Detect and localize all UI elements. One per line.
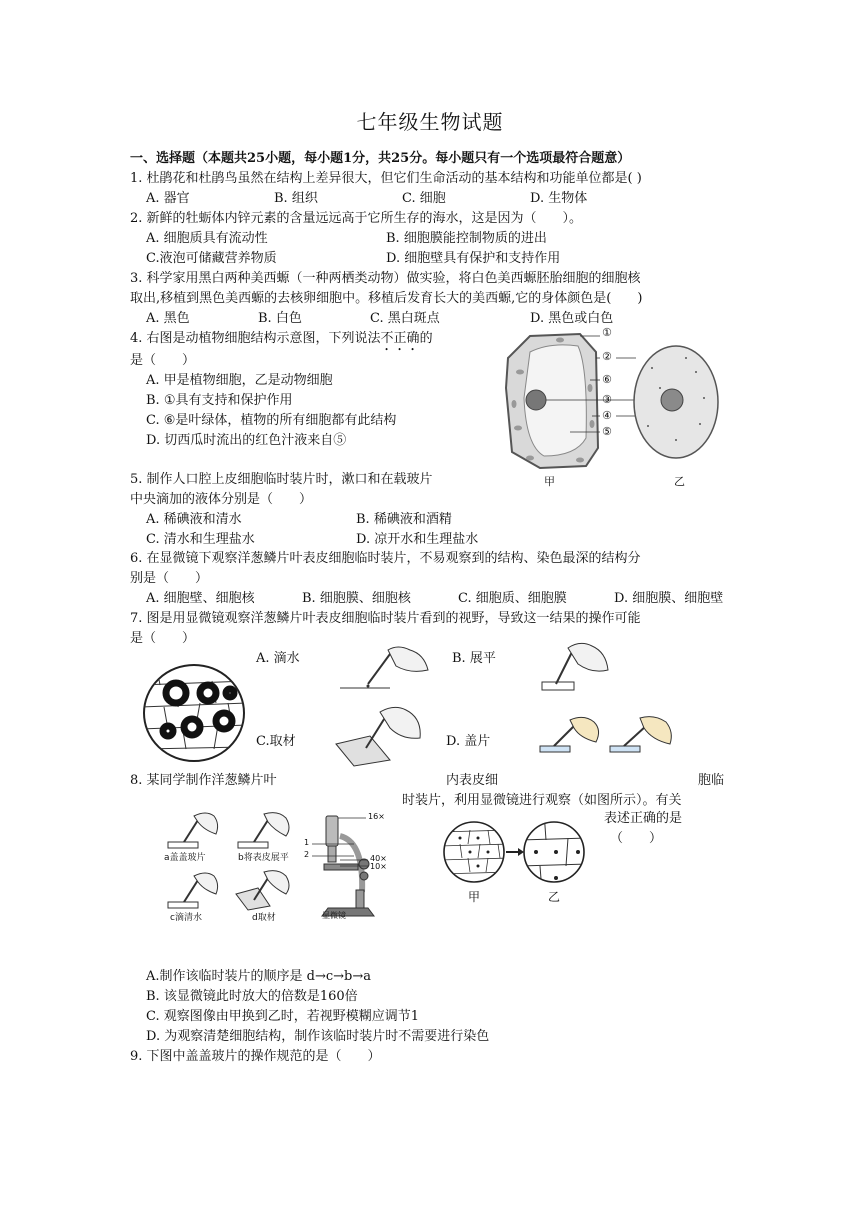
- q4-stem-emphasis: 不正确: [380, 331, 420, 346]
- q7-option-a: A. 滴水: [256, 651, 300, 666]
- q2-option-c: C.液泡可储藏营养物质: [146, 251, 277, 266]
- q4-option-d: D. 切西瓜时流出的红色汁液来自⑤: [146, 433, 347, 448]
- q8-fig-step-a: a盖盖玻片: [164, 853, 206, 863]
- animal-nucleus: [661, 389, 683, 411]
- q2-option-b: B. 细胞膜能控制物质的进出: [386, 231, 547, 246]
- q7-microscope-field: [142, 663, 246, 763]
- q7-fig-cover-slip: [536, 712, 676, 760]
- q8-option-c: C. 观察图像由甲换到乙时，若视野模糊应调节1: [146, 1009, 420, 1024]
- q1-option-c: C. 细胞: [402, 191, 446, 206]
- q6-stem-line2: 别是（ ）: [130, 571, 209, 586]
- q7-option-b: B. 展平: [452, 651, 496, 666]
- q5-stem-line1: 5. 制作人口腔上皮细胞临时装片时，漱口和在载玻片: [130, 472, 433, 487]
- q8-fig-step-b: b将表皮展平: [238, 853, 289, 863]
- q8-option-a: A.制作该临时装片的顺序是 d→c→b→a: [146, 969, 372, 984]
- q1-stem: 1. 杜鹃花和杜鹃鸟虽然在结构上差异很大，但它们生命活动的基本结构和功能单位都是( ): [130, 171, 642, 186]
- q8-option-b: B. 该显微镜此时放大的倍数是160倍: [146, 989, 358, 1004]
- q8-fig-step-c: c滴清水: [170, 913, 202, 923]
- q8-stem-line4: （ ）: [610, 831, 663, 846]
- q6-option-d: D. 细胞膜、细胞壁: [614, 591, 724, 606]
- q8-fig-yi: 乙: [548, 890, 561, 904]
- q3-option-a: A. 黑色: [146, 311, 190, 326]
- q4-stem-line1: [130, 330, 433, 354]
- q7-fig-flatten: [536, 638, 612, 696]
- fig-label-2: ②: [602, 350, 612, 363]
- q4-cell-figure: [500, 328, 740, 488]
- q4-stem-line2: 是（ ）: [130, 353, 196, 368]
- q4-option-c: C. ⑥是叶绿体，植物的所有细胞都有此结构: [146, 413, 397, 428]
- q1-option-a: A. 器官: [146, 191, 190, 206]
- q7-fig-take-material: [330, 702, 424, 768]
- q7-fig-drip-water: [340, 640, 430, 692]
- fig-label-3: ③: [602, 393, 612, 406]
- q7-stem-line2: 是（ ）: [130, 631, 196, 646]
- q4-stem-part1: 4. 右图是动植物细胞结构示意图，下列说法: [130, 331, 381, 346]
- q8-stem-part3: 胞临: [698, 773, 725, 788]
- q5-stem-line2: 中央滴加的液体分别是（ ）: [130, 492, 313, 507]
- q8-fig-knob-1: 1: [304, 838, 310, 847]
- q8-steps-figure: [162, 806, 302, 924]
- q8-fig-jia: 甲: [468, 890, 481, 904]
- q6-option-a: A. 细胞壁、细胞核: [146, 591, 255, 606]
- q8-fig-microscope-label: 显微镜: [322, 911, 346, 920]
- fig-label-6: ⑥: [602, 373, 612, 386]
- q1-option-d: D. 生物体: [530, 191, 588, 206]
- section-heading: 一、选择题（本题共25小题，每小题1分，共25分。每小题只有一个选项最符合题意）: [130, 151, 631, 166]
- fig-label-yi: 乙: [674, 475, 685, 488]
- q3-option-d: D. 黑色或白色: [530, 311, 614, 326]
- q8-fig-10x: 10×: [370, 862, 387, 871]
- fig-label-4: ④: [602, 409, 612, 422]
- q3-stem-line1: 3. 科学家用黑白两种美西螈（一种两栖类动物）做实验，将白色美西螈胚胎细胞的细胞核: [130, 271, 641, 286]
- q9-stem: 9. 下图中盖盖玻片的操作规范的是（ ）: [130, 1049, 381, 1064]
- q2-option-a: A. 细胞质具有流动性: [146, 231, 268, 246]
- q6-option-c: C. 细胞质、细胞膜: [458, 591, 567, 606]
- q6-stem-line1: 6. 在显微镜下观察洋葱鳞片叶表皮细胞临时装片，不易观察到的结构、染色最深的结构分: [130, 551, 641, 566]
- q7-stem-line1: 7. 图是用显微镜观察洋葱鳞片叶表皮细胞临时装片看到的视野，导致这一结果的操作可能: [130, 611, 641, 626]
- q5-option-a: A. 稀碘液和清水: [146, 512, 242, 527]
- q5-option-b: B. 稀碘液和酒精: [356, 512, 452, 527]
- q5-option-d: D. 凉开水和生理盐水: [356, 532, 479, 547]
- q3-stem-line2: 取出,移植到黑色美西螈的去核卵细胞中。移植后发育长大的美西螈,它的身体颜色是( ): [130, 291, 643, 306]
- q8-microscope-figure: [304, 812, 394, 922]
- q4-option-b: B. ①具有支持和保护作用: [146, 393, 293, 408]
- q8-view-figure: [440, 812, 590, 908]
- plant-nucleus: [526, 390, 546, 410]
- q2-option-d: D. 细胞壁具有保护和支持作用: [386, 251, 561, 266]
- fig-label-jia: 甲: [544, 475, 555, 488]
- q6-option-b: B. 细胞膜、细胞核: [302, 591, 411, 606]
- q8-fig-16x: 16×: [368, 812, 385, 821]
- q8-stem-line2: 时装片，利用显微镜进行观察（如图所示）。有关: [402, 793, 682, 808]
- fig-label-1: ①: [602, 326, 612, 339]
- q5-option-c: C. 清水和生理盐水: [146, 532, 255, 547]
- q8-stem-part2: 内表皮细: [446, 773, 499, 788]
- q8-option-d: D. 为观察清楚细胞结构，制作该临时装片时不需要进行染色: [146, 1029, 490, 1044]
- q2-stem: 2. 新鲜的牡蛎体内锌元素的含量远远高于它所生存的海水，这是因为（ ）。: [130, 211, 583, 226]
- q1-option-b: B. 组织: [274, 191, 318, 206]
- q8-fig-40x: 40×: [370, 854, 387, 863]
- q3-option-c: C. 黑白斑点: [370, 311, 440, 326]
- q3-option-b: B. 白色: [258, 311, 302, 326]
- q7-option-c: C.取材: [256, 734, 296, 749]
- q8-stem-line3: 表述正确的是: [604, 811, 683, 826]
- cell-diagram: [500, 328, 740, 488]
- q7-option-d: D. 盖片: [446, 734, 491, 749]
- q8-stem-part1: 8. 某同学制作洋葱鳞片叶: [130, 773, 277, 788]
- page-title: 七年级生物试题: [356, 110, 504, 134]
- q8-fig-step-d: d取材: [252, 913, 276, 923]
- q8-fig-knob-2: 2: [304, 850, 310, 859]
- q4-option-a: A. 甲是植物细胞，乙是动物细胞: [146, 373, 333, 388]
- fig-label-5: ⑤: [602, 425, 612, 438]
- q4-stem-part3: 的: [419, 331, 433, 346]
